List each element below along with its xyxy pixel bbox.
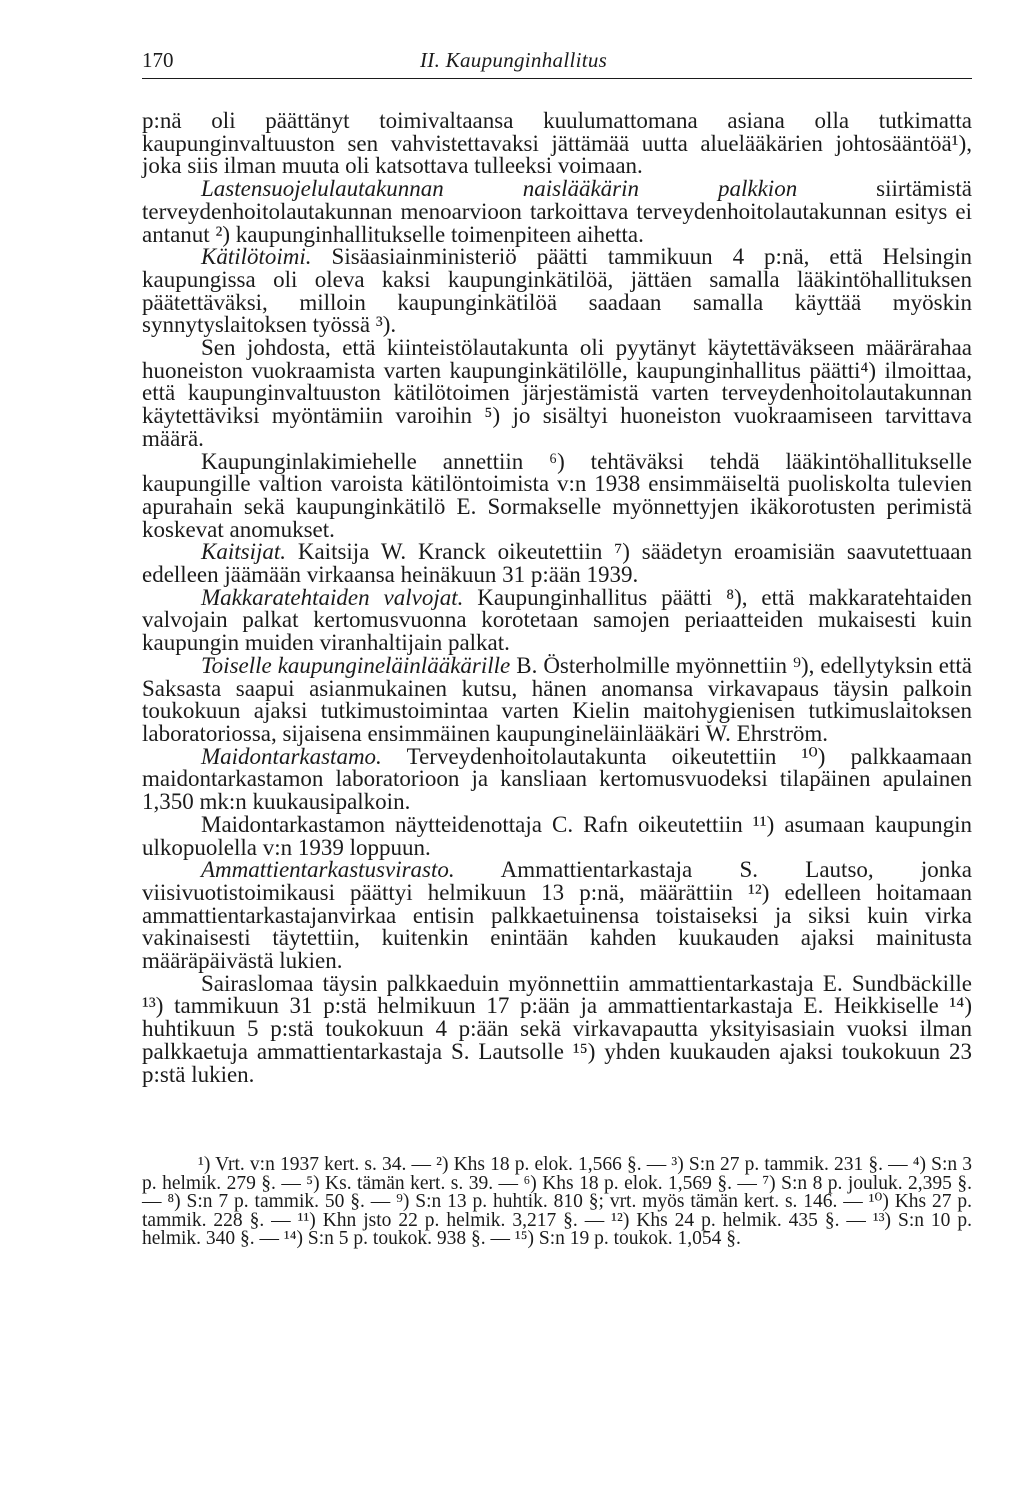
paragraph-text: Maidontarkastamon näytteidenottaja C. Rafn oikeutettiin ¹¹) asumaan kaupungin ulkopuolella v:n 1939 loppuun. — [142, 811, 972, 860]
paragraph-lead: Kaitsijat. — [201, 539, 286, 565]
paragraph — [142, 811, 972, 860]
paragraph — [142, 541, 972, 586]
paragraph-text: Terveydenhoitolautakunta oikeutettiin ¹⁰) palkkaamaan maidontarkastamon laboratorioon ja kansliaan kertomusvuodeksi tilapäinen apulainen 1,350 mk:n kuukausipalkoin. — [142, 743, 972, 815]
paragraph-text: Sairaslomaa täysin palkkaeduin myönnettiin ammattientarkastaja E. Sundbäckille ¹³) tammikuun 31 p:stä helmikuun 17 p:ään ja ammattientarkastaja E. Heikkiselle ¹⁴) huhtikuun 5 p:stä toukokuun 4 p:ään sekä virkavapautta yksityisasiain vuoksi ilman palkkaetuja ammattientarkastaja S. Lautsolle ¹⁵) yhden kuukauden ajaksi toukokuun 23 p:stä lukien. — [142, 970, 972, 1087]
paragraph-lead: Makkaratehtaiden valvojat. — [201, 584, 464, 610]
paragraph-text: Kaupunginhallitus päätti ⁸), että makkaratehtaiden valvojain palkat kertomusvuonna korotetaan samojen periaatteiden mukaisesti kuin kaupungin muiden viranhaltijain palkat. — [142, 584, 972, 656]
page-header — [142, 44, 972, 79]
paragraph-text: Sen johdosta, että kiinteistölautakunta oli pyytänyt käytettäväkseen määrärahaa huoneiston vuokraamista varten kaupunginkätilölle, kaupunginhallitus päätti⁴) ilmoittaa, että kaupunginvaltuuston kätilötoimen järjestämistä varten terveydenhoitolautakunnan käytettäviksi myöntämiin varoihin ⁵) jo sisältyi huoneiston vuokraamiseen tarvittava määrä. — [142, 335, 972, 451]
paragraph-text: siirtämistä terveydenhoitolautakunnan menoarvioon tarkoittava terveydenhoitolautakunnan esitys ei antanut ²) kaupunginhallitukselle toimenpiteen aihetta. — [142, 176, 972, 247]
footnote-text: ¹) Vrt. v:n 1937 kert. s. 34. — ²) Khs 18 p. elok. 1,566 §. — ³) S:n 27 p. tammik. 231 §. — ⁴) S:n 3 p. helmik. 279 §. — ⁵) Ks. tämän kert. s. 39. — ⁶) Khs 18 p. elok. 1,569 §. — ⁷) S:n 8 p. jouluk. 2,395 §. — ⁸) S:n 7 p. tammik. 50 §. — ⁹) S:n 13 p. huhtik. 810 §; vrt. myös tämän kert. s. 146. — ¹⁰) Khs 27 p. tammik. 228 §. — ¹¹) Khn jsto 22 p. helmik. 3,217 §. — ¹²) Khs 24 p. helmik. 435 §. — ¹³) S:n 10 p. helmik. 340 §. — ¹⁴) S:n 5 p. toukok. 938 §. — ¹⁵) S:n 19 p. toukok. 1,054 §. — [142, 1154, 972, 1250]
running-title: II. Kaupunginhallitus — [420, 48, 608, 72]
paragraph — [142, 652, 973, 746]
paragraph-lead: Toiselle kaupungineläinlääkärille — [201, 652, 511, 678]
paragraph — [142, 337, 972, 451]
paragraph-text: p:nä oli päättänyt toimivaltaansa kuulumattomana asiana olla tutkimatta kaupunginvaltuuston sen vahvistettavaksi jättämää uutta aluelääkärien johtosääntöä¹), joka siis ilman muuta oli katsottava tulleeksi voimaan. — [142, 108, 972, 179]
paragraph-text: Kaitsija W. Kranck oikeutettiin ⁷) säädetyn eroamisiän saavutettuaan edelleen jäämään virkaansa heinäkuun 31 p:ään 1939. — [142, 539, 972, 588]
paragraph-lead: Kätilötoimi. — [201, 244, 312, 270]
paragraph-text: Kaupunginlakimiehelle annettiin ⁶) tehtäväksi tehdä lääkintöhallitukselle kaupungille valtion varoista kätilöntoimista v:n 1938 ensimmäiseltä puoliskolta tulevien apurahain sekä kaupunginkätilö E. Sormakselle myönnettyjen ikäkorotusten perimistä koskevat anomukset. — [142, 448, 972, 542]
paragraph — [142, 178, 972, 246]
paragraph — [142, 584, 972, 656]
paragraph-lead: Lastensuojelulautakunnan naislääkärin palkkion — [201, 176, 798, 202]
paragraph — [142, 246, 972, 337]
paragraph-text: B. Österholmille myönnettiin ⁹), edellytyksin että Saksasta saapui asianmukainen kutsu, hänen anomansa virkavapaus täysin palkoin toukokuun ajaksi tutkimustoimintaa varten Kielin maitohygienisen tutkimuslaitoksen laboratoriossa, sijaisena ensimmäinen kaupungineläinlääkäri W. Ehrström. — [142, 652, 973, 746]
paragraph-lead: Ammattientarkastusvirasto. — [201, 857, 455, 883]
paragraph — [142, 110, 972, 178]
footnotes — [142, 1156, 972, 1249]
paragraph — [142, 859, 972, 973]
body-text — [142, 110, 972, 1086]
paragraph-text: Ammattientarkastaja S. Lautso, jonka viisivuotistoimikausi päättyi helmikuun 13 p:nä, määrättiin ¹²) edelleen hoitamaan ammattientarkastajanvirkaa entisin palkkaetuinensa toistaiseksi ja siksi kuin virka vakinaisesti täytettiin, kuitenkin enintään kahden kuukauden ajaksi mainitusta määräpäivästä lukien. — [142, 857, 972, 974]
page-number: 170 — [142, 48, 174, 72]
paragraph-text: Sisäasiainministeriö päätti tammikuun 4 p:nä, että Helsingin kaupungissa oli oleva kaksi kaupunginkätilöä, jättäen samalla lääkintöhallituksen päätettäväksi, milloin kaupunginkätilöä saadaan samalla käyttää myöskin synnytyslaitoksen työssä ³). — [142, 244, 972, 338]
paragraph — [142, 448, 972, 542]
paragraph — [142, 970, 972, 1087]
paragraph-lead: Maidontarkastamo. — [201, 743, 382, 769]
paragraph — [142, 743, 972, 815]
